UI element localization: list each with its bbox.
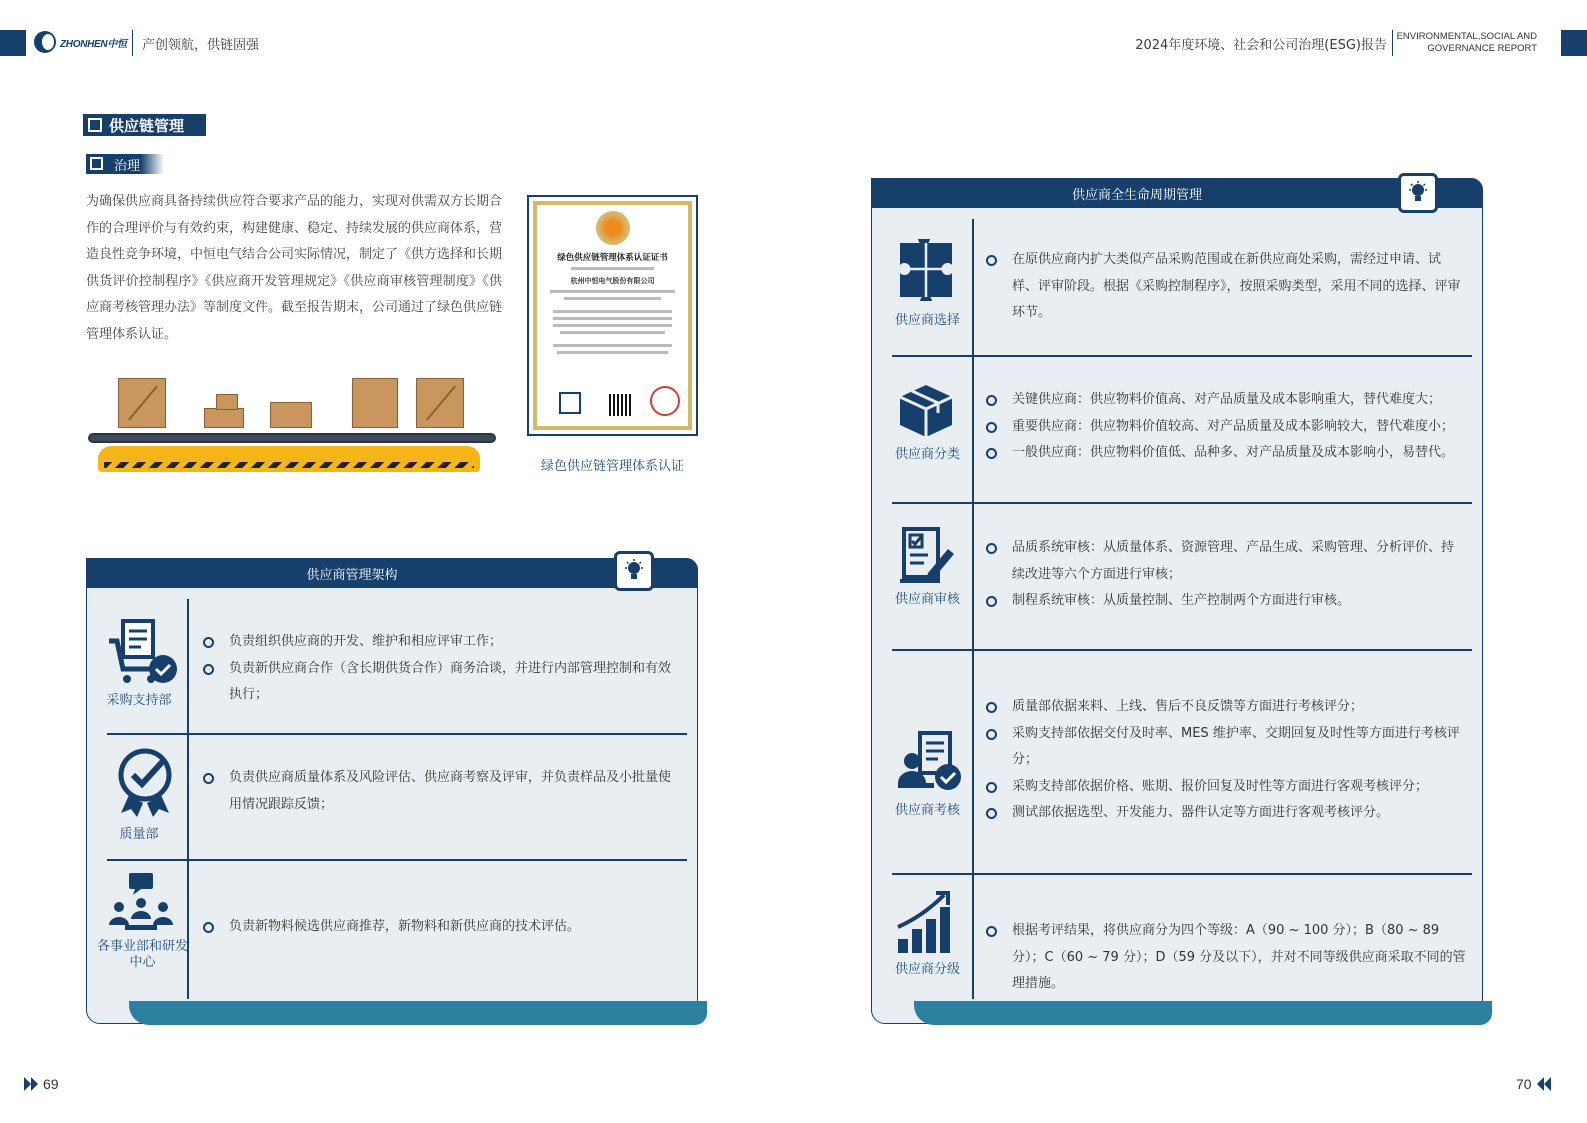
box-icon	[216, 394, 238, 410]
package-box-icon	[896, 381, 956, 443]
certificate-caption: 绿色供应链管理体系认证	[540, 459, 684, 474]
item-list	[986, 694, 1466, 827]
panel-title: 供应商管理架构	[306, 567, 398, 583]
page-number-left-text: 69	[43, 1076, 59, 1092]
report-title: 2024年度环境、社会和公司治理(ESG)报告	[1135, 38, 1387, 53]
shopping-cart-check-icon	[107, 619, 181, 693]
conveyor-belt	[88, 433, 496, 443]
header-right-block	[1561, 30, 1587, 56]
supplier-structure-panel	[86, 558, 698, 1024]
certificate-text-line	[553, 344, 671, 347]
list-item: 根据考评结果，将供应商分为四个等级：A（90 ~ 100 分）；B（80 ~ 89 分）；C（60 ~ 79 分）；D（59 分及以下），并对不同等级供应商采取不同的管理措施。	[986, 918, 1466, 998]
panel-header	[86, 558, 698, 588]
item-list	[203, 914, 673, 941]
row-label: 供应商考核	[894, 803, 960, 818]
certificate-text-line	[550, 290, 675, 293]
square-icon	[90, 157, 103, 170]
page-number-right	[1516, 1076, 1551, 1092]
panel-footer	[914, 1001, 1492, 1025]
double-arrow-left-icon	[1535, 1077, 1551, 1091]
row-label: 各事业部和研发中心	[96, 939, 188, 970]
audit-document-icon	[898, 525, 958, 591]
panel-title: 供应商全生命周期管理	[1071, 187, 1202, 203]
item-list	[986, 535, 1466, 615]
growth-chart-icon	[896, 889, 960, 961]
box-icon	[352, 378, 398, 428]
certificate-image	[527, 195, 698, 436]
intro-paragraph: 为确保供应商具备持续供应符合要求产品的能力，实现对供需双方长期合作的合理评价与有效约束，构建健康、稳定、持续发展的供应商体系，营造良性竞争环境，中恒电气结合公司实际情况，制定了《供方选择和长期供货评价控制程序》《供应商开发管理规定》《供应商审核管理制度》《供应商考核管理办法》等制度文件。截至报告期末，公司通过了绿色供应链管理体系认证。	[86, 194, 503, 342]
subsection-title-text: 治理	[114, 158, 141, 174]
section-title-text: 供应链管理	[109, 116, 185, 135]
list-item: 关键供应商：供应物料价值高、对产品质量及成本影响重大，替代难度大；	[986, 387, 1466, 414]
certificate-text-line	[553, 324, 671, 327]
row-label: 供应商分类	[894, 447, 960, 462]
row-divider	[892, 355, 1472, 357]
item-list	[203, 629, 673, 709]
certificate-company: 杭州中恒电气股份有限公司	[570, 277, 655, 285]
row-label: 质量部	[119, 827, 159, 842]
header-slogan: 产创领航，供链固强	[142, 38, 260, 53]
section-title	[83, 114, 206, 136]
row-divider	[892, 649, 1472, 651]
team-meeting-icon	[109, 871, 173, 937]
conveyor-base	[98, 446, 480, 472]
quality-badge-icon	[115, 745, 175, 825]
row-label: 供应商审核	[894, 592, 960, 607]
certificate-text-line	[553, 310, 671, 313]
row-divider	[892, 873, 1472, 875]
list-item: 一般供应商：供应物料价值低、品种多、对产品质量及成本影响小，易替代。	[986, 440, 1466, 467]
list-item: 重要供应商：供应物料价值较高、对产品质量及成本影响较大，替代难度小；	[986, 414, 1466, 441]
certificate-text-line	[553, 317, 671, 320]
list-item: 制程系统审核：从质量控制、生产控制两个方面进行审核。	[986, 588, 1466, 615]
qr-code-icon	[609, 394, 631, 416]
evaluation-person-icon	[896, 731, 962, 797]
square-icon	[88, 118, 102, 132]
page-number-right-text: 70	[1516, 1076, 1532, 1092]
item-list	[986, 247, 1466, 327]
logo-text: ZHONHEN中恒	[60, 38, 127, 50]
list-item: 测试部依据选型、开发能力、器件认定等方面进行客观考核评分。	[986, 800, 1466, 827]
emblem-icon	[596, 211, 630, 245]
certificate-title: 绿色供应链管理体系认证证书	[557, 253, 668, 263]
column-divider	[972, 219, 974, 999]
row-label: 采购支持部	[106, 693, 172, 708]
header-left-block	[0, 30, 26, 56]
box-icon	[270, 402, 312, 428]
report-title-en: ENVIRONMENTAL,SOCIAL AND GOVERNANCE REPORT	[1396, 31, 1537, 54]
list-item: 质量部依据来料、上线、售后不良反馈等方面进行考核评分；	[986, 694, 1466, 721]
item-list	[986, 918, 1466, 998]
list-item: 品质系统审核：从质量体系、资源管理、产品生成、采购管理、分析评价、持续改进等六个方面进行审核；	[986, 535, 1466, 588]
conveyor-illustration	[86, 370, 498, 480]
red-stamp-icon	[650, 386, 680, 416]
certificate-text-line	[564, 297, 661, 300]
list-item: 在原供应商内扩大类似产品采购范围或在新供应商处采购，需经过申请、试样、评审阶段。根据《采购控制程序》，按照采购类型，采用不同的选择、评审环节。	[986, 247, 1466, 327]
company-logo	[34, 31, 127, 53]
certificate-text-line	[557, 351, 668, 354]
list-item: 采购支持部依据价格、账期、报价回复及时性等方面进行客观考核评分；	[986, 774, 1466, 801]
panel-header	[871, 178, 1483, 208]
row-divider	[107, 859, 687, 861]
row-label: 供应商选择	[894, 313, 960, 328]
box-icon	[118, 378, 166, 428]
subsection-title	[86, 154, 164, 174]
puzzle-icon	[896, 239, 956, 305]
lightbulb-icon	[1398, 173, 1438, 213]
list-item: 采购支持部依据交付及时率、MES 维护率、交期回复及时性等方面进行考核评分；	[986, 721, 1466, 774]
cert-logo-icon	[559, 392, 581, 414]
list-item: 负责新物料候选供应商推荐，新物料和新供应商的技术评估。	[203, 914, 673, 941]
item-list	[203, 765, 673, 818]
supplier-lifecycle-panel	[871, 178, 1483, 1024]
list-item: 负责组织供应商的开发、维护和相应评审工作；	[203, 629, 673, 656]
certificate-text-line	[571, 267, 654, 270]
box-icon	[416, 378, 464, 428]
row-divider	[107, 733, 687, 735]
panel-footer	[129, 1001, 707, 1025]
row-label: 供应商分级	[894, 962, 960, 977]
page-number-left	[24, 1076, 59, 1092]
lightbulb-icon	[614, 551, 654, 591]
list-item: 负责供应商质量体系及风险评估、供应商考察及评审，并负责样品及小批量使用情况跟踪反馈；	[203, 765, 673, 818]
box-icon	[204, 408, 244, 428]
row-divider	[892, 502, 1472, 504]
list-item: 负责新供应商合作（含长期供货合作）商务洽谈，并进行内部管理控制和有效执行；	[203, 656, 673, 709]
header-divider	[132, 30, 133, 56]
logo-icon	[34, 31, 56, 53]
certificate-text-line	[560, 331, 664, 334]
item-list	[986, 387, 1466, 467]
double-arrow-right-icon	[24, 1077, 40, 1091]
